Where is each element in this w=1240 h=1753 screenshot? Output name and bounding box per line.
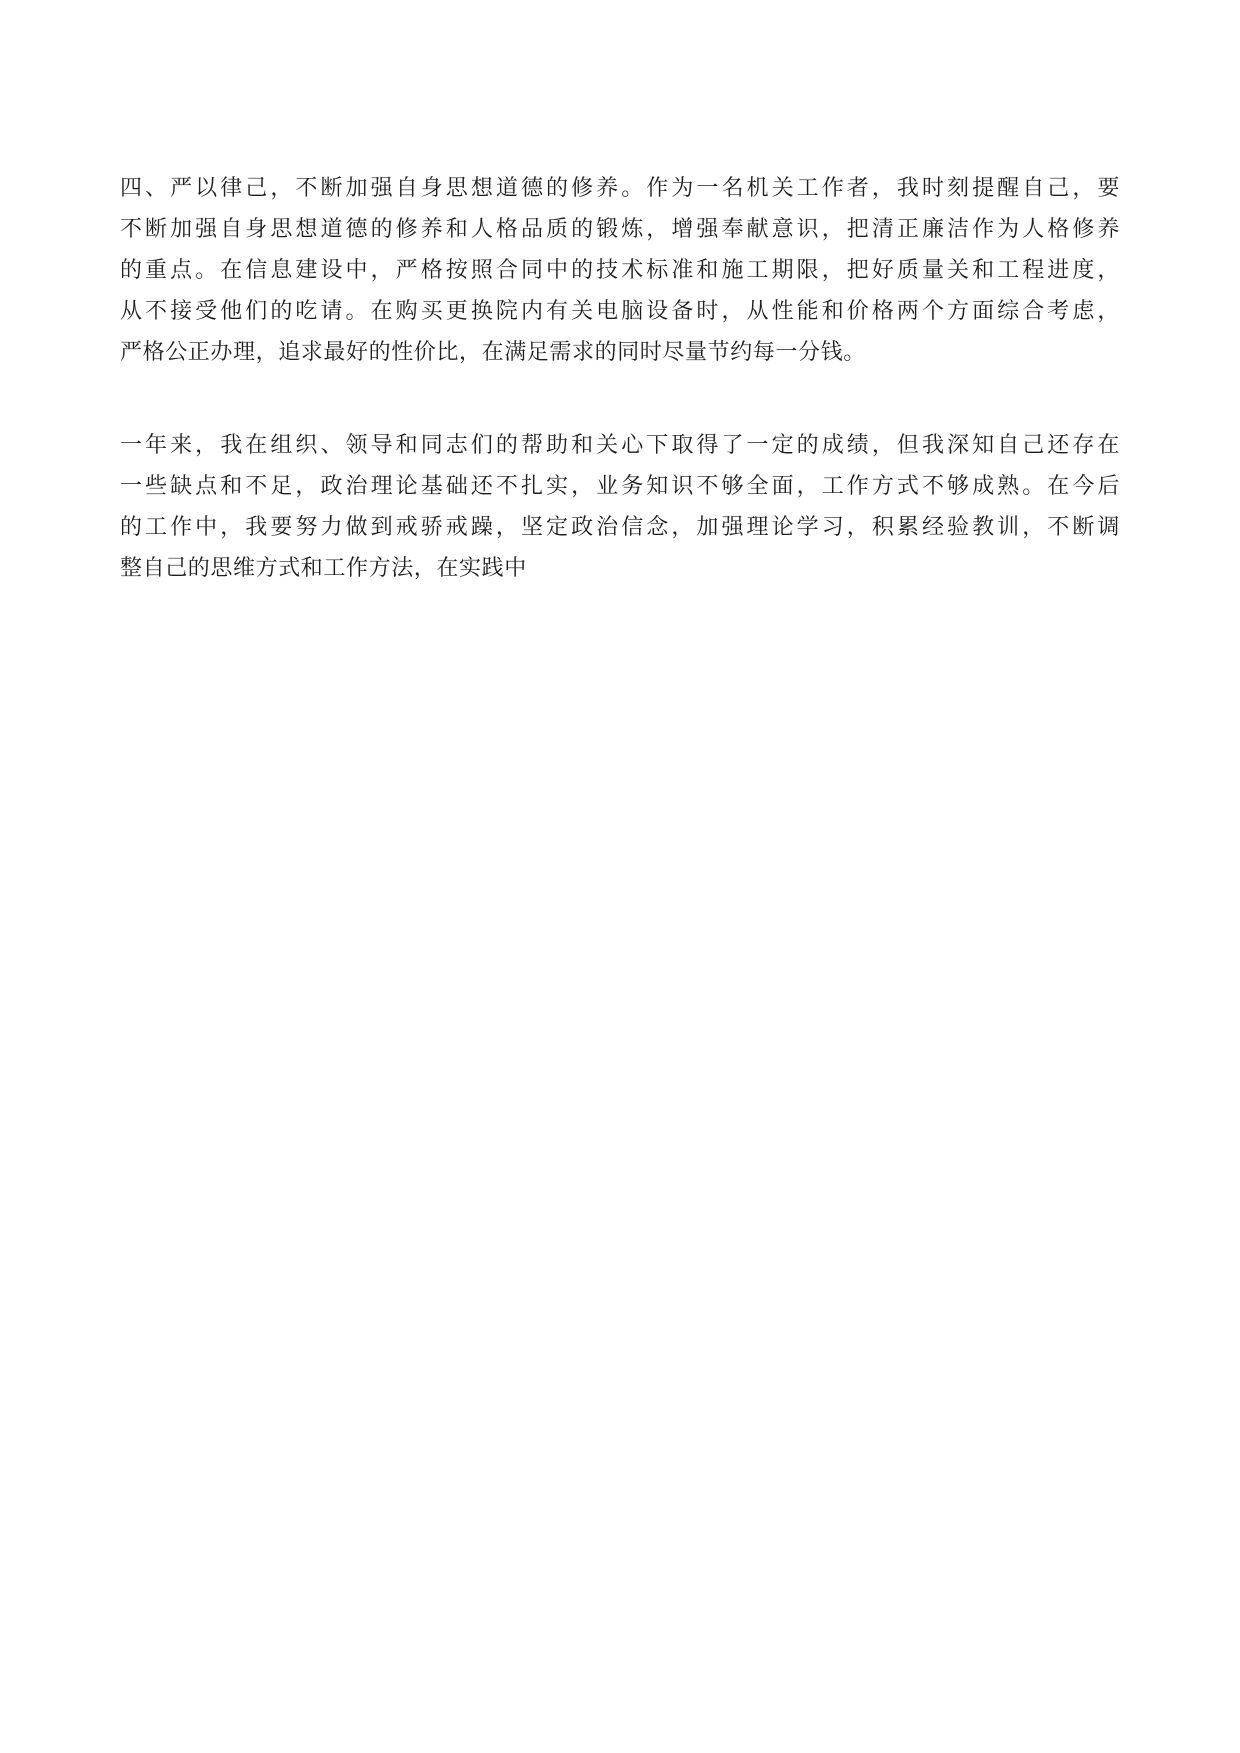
paragraph-line: 严格公正办理，追求最好的性价比，在满足需求的同时尽量节约每一分钱。 bbox=[120, 340, 866, 365]
paragraph-line: 一些缺点和不足，政治理论基础还不扎实，业务知识不够全面，工作方式不够成熟。在今后 bbox=[120, 474, 1120, 499]
paragraph-self-discipline bbox=[120, 168, 1120, 373]
paragraph-line: 的工作中，我要努力做到戒骄戒躁，坚定政治信念，加强理论学习，积累经验教训，不断调 bbox=[120, 515, 1120, 540]
paragraph-line: 整自己的思维方式和工作方法，在实践中 bbox=[120, 556, 527, 581]
paragraph-line: 不断加强自身思想道德的修养和人格品质的锻炼，增强奉献意识，把清正廉洁作为人格修养 bbox=[120, 217, 1120, 242]
document-body bbox=[120, 168, 1120, 589]
paragraph-line: 的重点。在信息建设中，严格按照合同中的技术标准和施工期限，把好质量关和工程进度， bbox=[120, 258, 1120, 283]
paragraph-line: 四、严以律己，不断加强自身思想道德的修养。作为一名机关工作者，我时刻提醒自己，要 bbox=[120, 176, 1120, 201]
paragraph-line: 一年来，我在组织、领导和同志们的帮助和关心下取得了一定的成绩，但我深知自己还存在 bbox=[120, 433, 1120, 458]
paragraph-year-summary bbox=[120, 425, 1120, 589]
paragraph-line: 从不接受他们的吃请。在购买更换院内有关电脑设备时，从性能和价格两个方面综合考虑， bbox=[120, 299, 1120, 324]
